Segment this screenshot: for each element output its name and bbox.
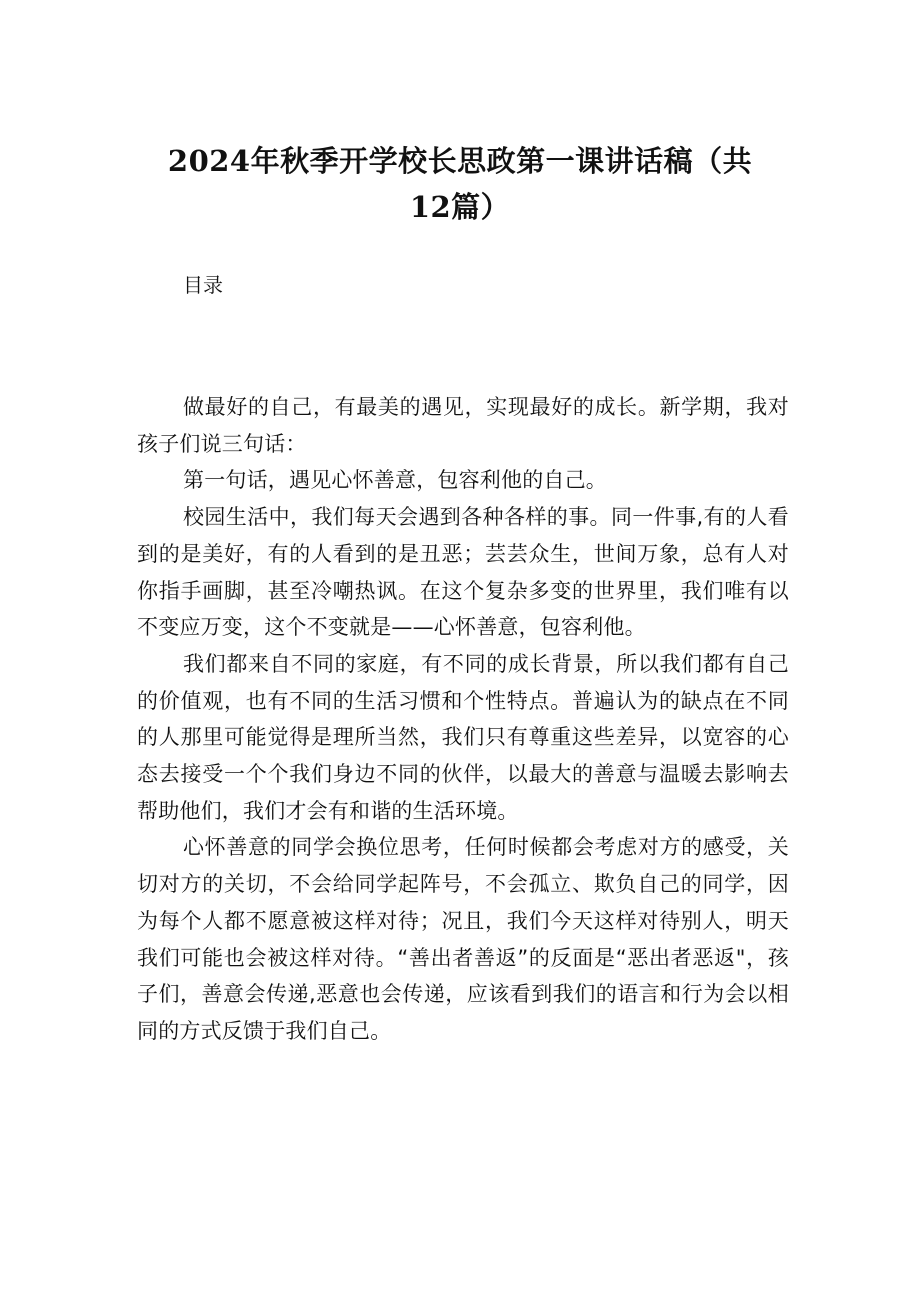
body-paragraph: 第一句话，遇见心怀善意，包容利他的自己。	[183, 468, 607, 493]
toc-label: 目录	[183, 273, 223, 297]
body-paragraph: 校园生活中，我们每天会遇到各种各样的事。同一件事,有的人看到的是美好，有的人看到的是丑恶；芸芸众生，世间万象，总有人对你指手画脚，甚至冷嘲热讽。在这个复杂多变的世界里，我们唯有以不变应万变，这个不变就是——心怀善意，包容利他。	[137, 505, 789, 640]
document-body	[137, 389, 789, 1050]
title-line-2: 12篇）	[409, 190, 511, 224]
body-paragraph: 心怀善意的同学会换位思考，任何时候都会考虑对方的感受，关切对方的关切，不会给同学起阵号，不会孤立、欺负自己的同学，因为每个人都不愿意被这样对待；况且，我们今天这样对待别人，明天我们可能也会被这样对待。“善出者善返”的反面是“恶出者恶返"，孩子们，善意会传递,恶意也会传递，应该看到我们的语言和行为会以相同的方式反馈于我们自己。	[137, 835, 789, 1043]
title-line-1: 2024年秋季开学校长思政第一课讲话稿（共	[167, 144, 753, 178]
document-title	[120, 138, 800, 230]
body-paragraph: 做最好的自己，有最美的遇见，实现最好的成长。新学期，我对孩子们说三句话：	[137, 395, 789, 456]
body-paragraph: 我们都来自不同的家庭，有不同的成长背景，所以我们都有自己的价值观，也有不同的生活习惯和个性特点。普遍认为的缺点在不同的人那里可能觉得是理所当然，我们只有尊重这些差异，以宽容的心态去接受一个个我们身边不同的伙伴，以最大的善意与温暖去影响去帮助他们，我们才会有和谐的生活环境。	[137, 651, 789, 823]
